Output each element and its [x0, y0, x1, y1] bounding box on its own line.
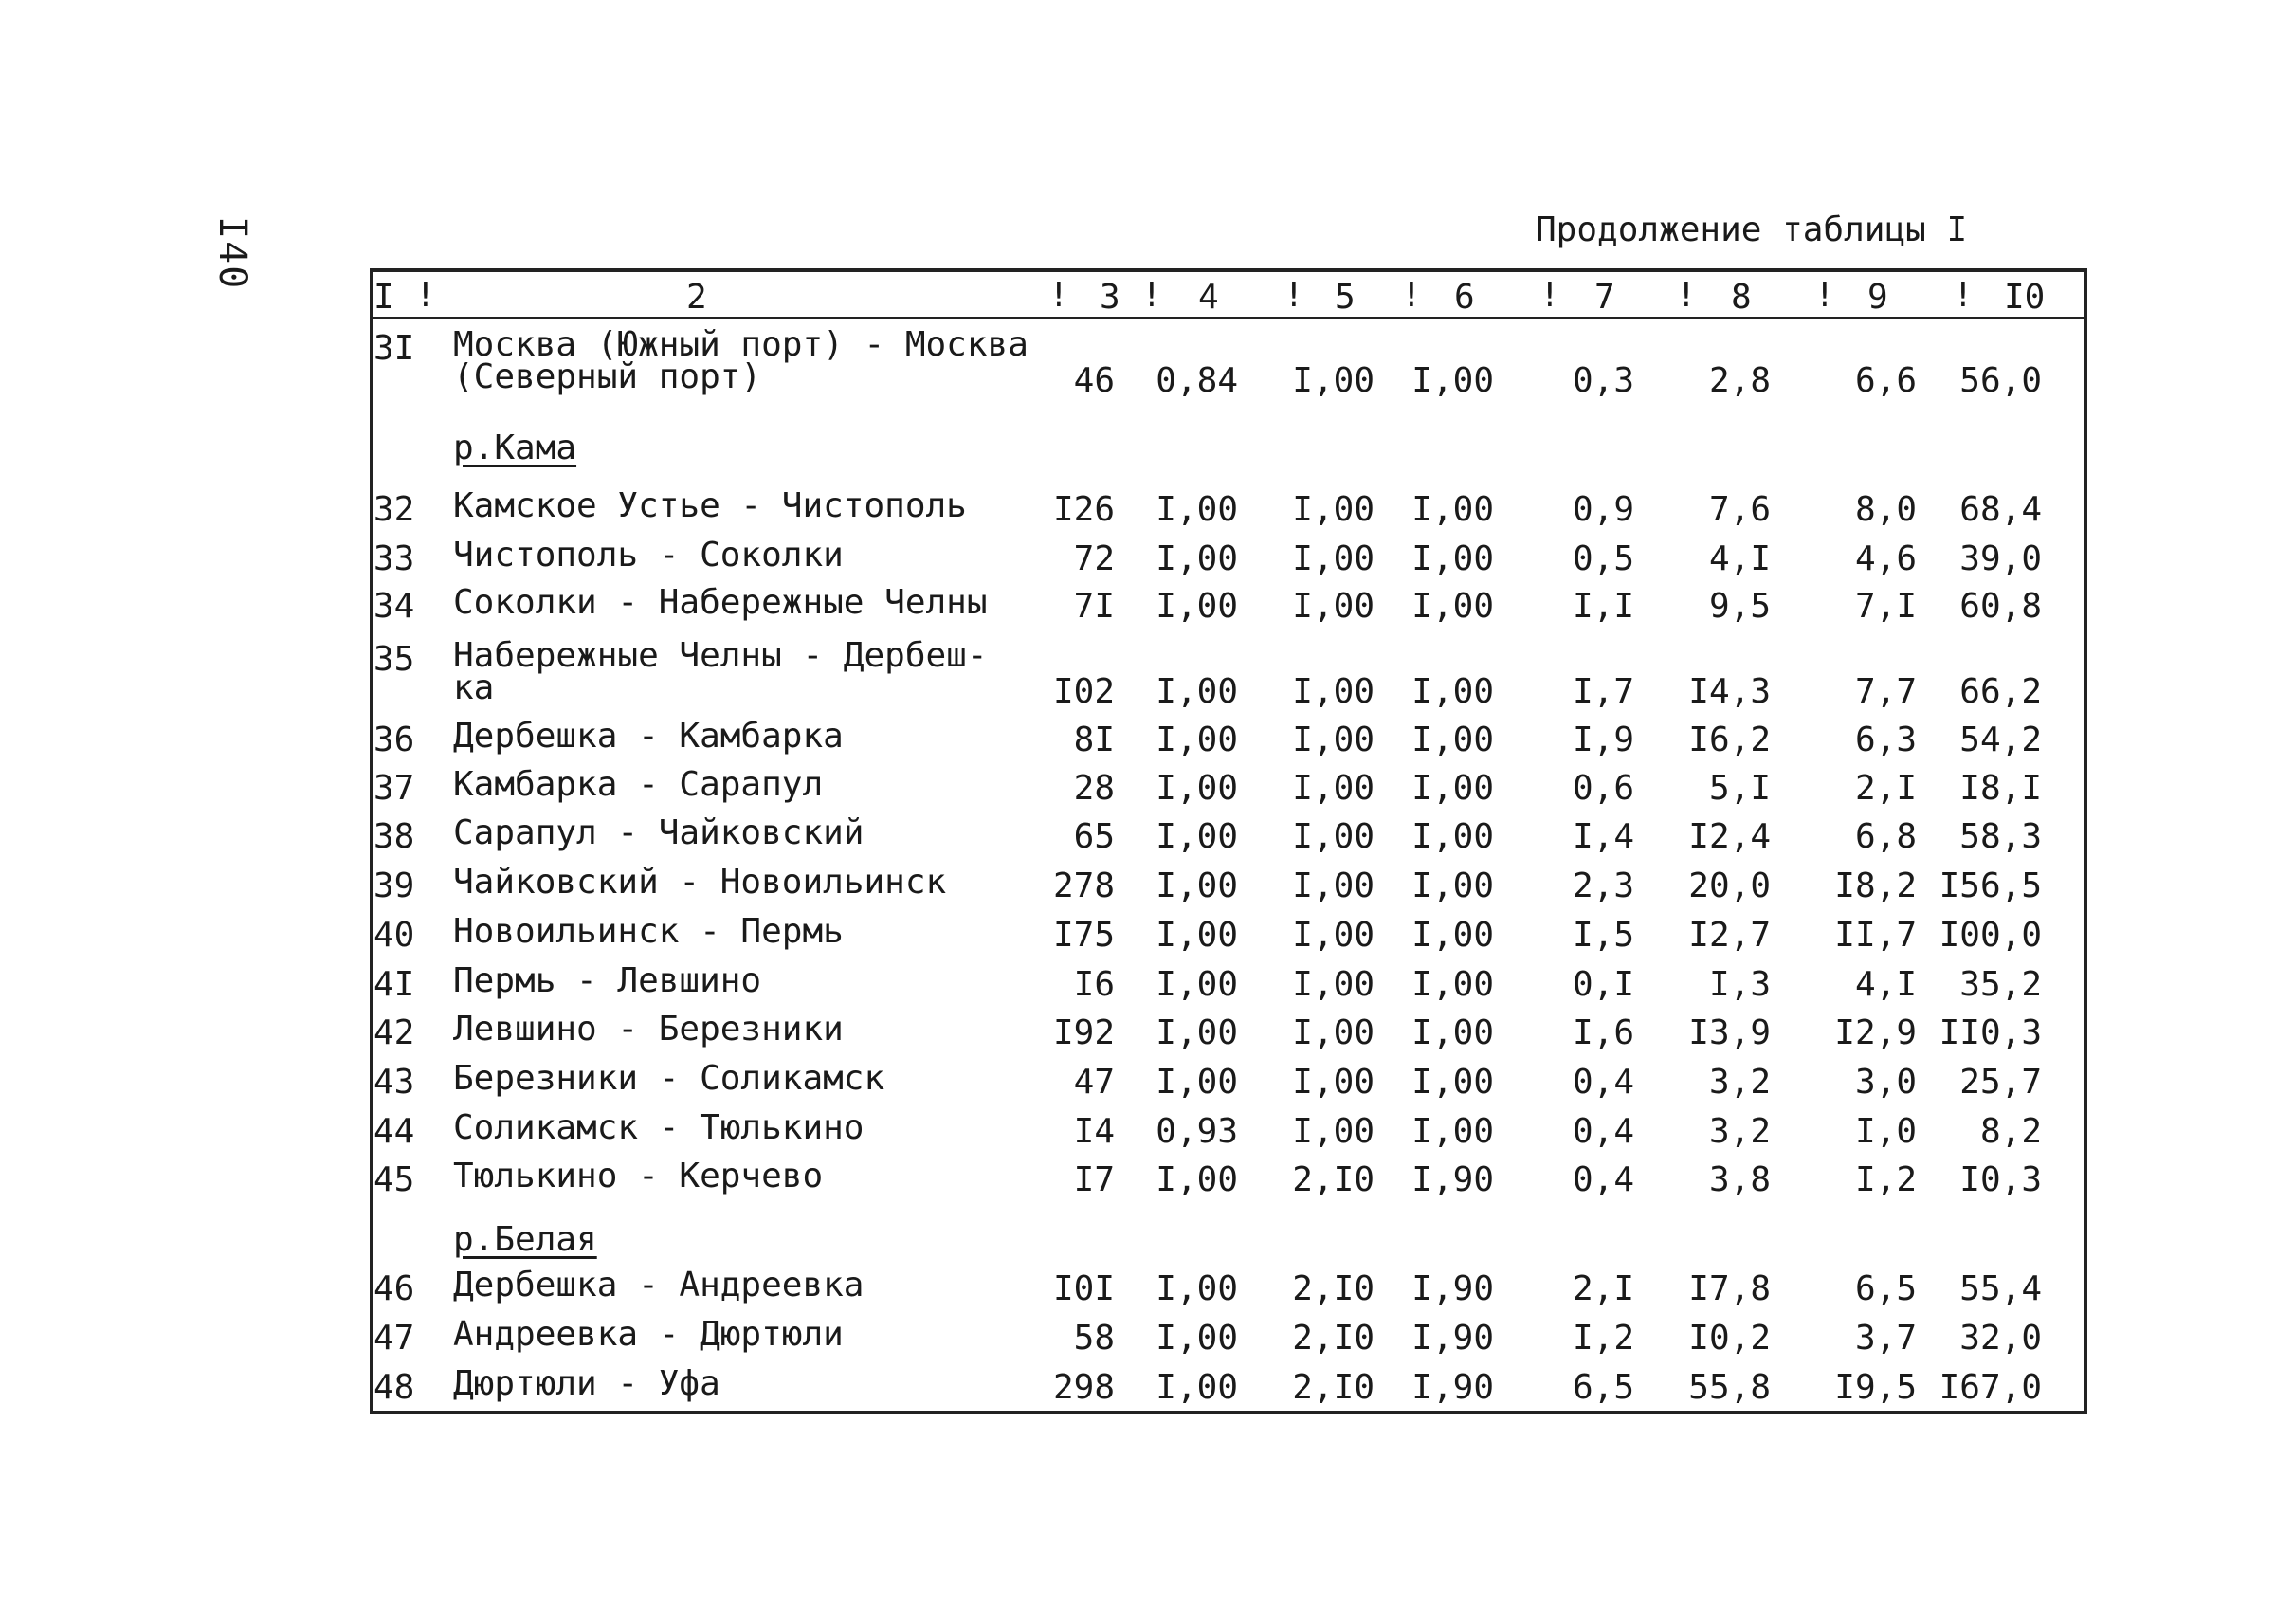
header-separator: ! — [1284, 276, 1304, 315]
header-separator: ! — [415, 276, 436, 315]
cell-col-8: I3,9 — [1688, 1013, 1771, 1052]
cell-col-10: I67,0 — [1939, 1368, 2042, 1407]
header-col-3: 3 — [1100, 278, 1120, 317]
cell-col-8: 3,2 — [1708, 1063, 1771, 1102]
cell-col-3: 47 — [1073, 1063, 1115, 1102]
cell-col-7: 0,5 — [1572, 539, 1634, 578]
route-name — [453, 813, 865, 852]
cell-col-9: 3,0 — [1854, 1063, 1917, 1102]
cell-col-10: 39,0 — [1959, 539, 2042, 578]
cell-col-8: 2,8 — [1708, 361, 1771, 400]
row-number: 40 — [373, 916, 415, 955]
route-name-line: Пермь - Левшино — [453, 961, 762, 1000]
row-number: 43 — [373, 1063, 415, 1102]
cell-col-7: 0,6 — [1572, 769, 1634, 808]
cell-col-6: I,90 — [1411, 1319, 1494, 1358]
cell-col-5: I,00 — [1292, 769, 1375, 808]
cell-col-9: I,0 — [1854, 1112, 1917, 1151]
cell-col-10: I0,3 — [1959, 1160, 2042, 1199]
route-name — [453, 1315, 844, 1354]
cell-col-5: I,00 — [1292, 965, 1375, 1004]
section-title-kama: р.Кама — [453, 429, 577, 467]
cell-col-3: 46 — [1073, 361, 1115, 400]
route-name-line: Сарапул - Чайковский — [453, 813, 865, 852]
cell-col-4: 0,93 — [1156, 1112, 1238, 1151]
route-name — [453, 1108, 865, 1147]
row-number: 3I — [373, 329, 415, 368]
cell-col-7: I,9 — [1572, 721, 1634, 759]
cell-col-7: I,I — [1572, 587, 1634, 626]
route-name-line: Москва (Южный порт) - Москва — [453, 325, 1029, 364]
route-name — [453, 536, 844, 575]
route-name-line: Левшино - Березники — [453, 1010, 844, 1049]
cell-col-5: I,00 — [1292, 1112, 1375, 1151]
header-col-8: 8 — [1731, 278, 1752, 317]
cell-col-6: I,90 — [1411, 1368, 1494, 1407]
table-caption: Продолжение таблицы I — [1536, 210, 1968, 249]
cell-col-3: 298 — [1052, 1368, 1115, 1407]
cell-col-8: I6,2 — [1688, 721, 1771, 759]
row-number: 42 — [373, 1013, 415, 1052]
cell-col-6: I,00 — [1411, 1013, 1494, 1052]
cell-col-3: I26 — [1052, 490, 1115, 529]
cell-col-8: 3,8 — [1708, 1160, 1771, 1199]
cell-col-5: I,00 — [1292, 817, 1375, 856]
cell-col-10: 68,4 — [1959, 490, 2042, 529]
cell-col-5: I,00 — [1292, 361, 1375, 400]
header-col-5: 5 — [1335, 278, 1356, 317]
cell-col-10: 54,2 — [1959, 721, 2042, 759]
route-name-line: Березники - Соликамск — [453, 1059, 885, 1098]
cell-col-10: 8,2 — [1979, 1112, 2042, 1151]
cell-col-6: I,00 — [1411, 539, 1494, 578]
cell-col-4: I,00 — [1156, 587, 1238, 626]
cell-col-7: 0,4 — [1572, 1063, 1634, 1102]
route-name — [453, 583, 988, 622]
route-name-line: (Северный порт) — [453, 357, 762, 396]
cell-col-3: 8I — [1073, 721, 1115, 759]
cell-col-5: 2,I0 — [1292, 1160, 1375, 1199]
cell-col-7: 2,3 — [1572, 867, 1634, 905]
header-col-7: 7 — [1594, 278, 1615, 317]
cell-col-4: I,00 — [1156, 672, 1238, 711]
header-separator: ! — [1676, 276, 1697, 315]
cell-col-6: I,00 — [1411, 916, 1494, 955]
route-name-line: ка — [453, 668, 495, 707]
cell-col-4: I,00 — [1156, 1319, 1238, 1358]
route-name-line: Чайковский - Новоильинск — [453, 863, 947, 902]
cell-col-9: 4,6 — [1854, 539, 1917, 578]
cell-col-10: 32,0 — [1959, 1319, 2042, 1358]
cell-col-10: 35,2 — [1959, 965, 2042, 1004]
route-name — [453, 1010, 844, 1049]
route-name-line: Соликамск - Тюлькино — [453, 1108, 865, 1147]
cell-col-3: 278 — [1052, 867, 1115, 905]
route-name — [453, 863, 947, 902]
header-separator: ! — [1048, 276, 1069, 315]
row-number: 45 — [373, 1160, 415, 1199]
row-number: 38 — [373, 817, 415, 856]
header-separator: ! — [1539, 276, 1560, 315]
cell-col-3: 65 — [1073, 817, 1115, 856]
cell-col-8: 3,2 — [1708, 1112, 1771, 1151]
cell-col-6: I,90 — [1411, 1160, 1494, 1199]
cell-col-7: 0,I — [1572, 965, 1634, 1004]
cell-col-5: 2,I0 — [1292, 1368, 1375, 1407]
header-col-9: 9 — [1867, 278, 1888, 317]
cell-col-5: I,00 — [1292, 721, 1375, 759]
cell-col-9: I2,9 — [1834, 1013, 1917, 1052]
cell-col-4: I,00 — [1156, 1269, 1238, 1308]
cell-col-7: 0,4 — [1572, 1112, 1634, 1151]
route-name-line: Камбарка - Сарапул — [453, 765, 824, 804]
cell-col-10: II0,3 — [1939, 1013, 2042, 1052]
cell-col-7: I,7 — [1572, 672, 1634, 711]
cell-col-3: I6 — [1073, 965, 1115, 1004]
row-number: 47 — [373, 1319, 415, 1358]
cell-col-3: I92 — [1052, 1013, 1115, 1052]
cell-col-6: I,00 — [1411, 672, 1494, 711]
cell-col-7: 6,5 — [1572, 1368, 1634, 1407]
cell-col-3: I0I — [1052, 1269, 1115, 1308]
route-name — [453, 1157, 824, 1195]
cell-col-5: I,00 — [1292, 587, 1375, 626]
cell-col-5: I,00 — [1292, 916, 1375, 955]
cell-col-6: I,00 — [1411, 361, 1494, 400]
route-name-line: Чистополь - Соколки — [453, 536, 844, 575]
header-col-10: I0 — [2004, 278, 2046, 317]
header-separator: ! — [1141, 276, 1162, 315]
cell-col-6: I,00 — [1411, 817, 1494, 856]
cell-col-9: I,2 — [1854, 1160, 1917, 1199]
cell-col-6: I,00 — [1411, 490, 1494, 529]
header-separator: ! — [1953, 276, 1974, 315]
cell-col-10: I00,0 — [1939, 916, 2042, 955]
cell-col-4: I,00 — [1156, 817, 1238, 856]
page-number: I40 — [210, 216, 254, 291]
table-header — [373, 272, 2084, 319]
header-col-2: 2 — [686, 278, 707, 317]
cell-col-10: 60,8 — [1959, 587, 2042, 626]
cell-col-4: I,00 — [1156, 1013, 1238, 1052]
cell-col-10: I8,I — [1959, 769, 2042, 808]
route-name — [453, 636, 988, 707]
cell-col-10: 55,4 — [1959, 1269, 2042, 1308]
cell-col-9: 8,0 — [1854, 490, 1917, 529]
route-name-line: Камское Устье - Чистополь — [453, 486, 967, 525]
route-name-line: Тюлькино - Керчево — [453, 1157, 824, 1195]
cell-col-3: 72 — [1073, 539, 1115, 578]
cell-col-7: 0,9 — [1572, 490, 1634, 529]
cell-col-10: I56,5 — [1939, 867, 2042, 905]
row-number: 48 — [373, 1368, 415, 1407]
cell-col-4: I,00 — [1156, 769, 1238, 808]
cell-col-9: 7,7 — [1854, 672, 1917, 711]
cell-col-8: I,3 — [1708, 965, 1771, 1004]
route-name — [453, 961, 762, 1000]
row-number: 39 — [373, 867, 415, 905]
cell-col-6: I,00 — [1411, 1112, 1494, 1151]
cell-col-9: 6,5 — [1854, 1269, 1917, 1308]
cell-col-7: I,5 — [1572, 916, 1634, 955]
cell-col-9: I8,2 — [1834, 867, 1917, 905]
row-number: 4I — [373, 965, 415, 1004]
cell-col-9: 6,3 — [1854, 721, 1917, 759]
row-number: 35 — [373, 640, 415, 679]
cell-col-8: I2,7 — [1688, 916, 1771, 955]
cell-col-9: 2,I — [1854, 769, 1917, 808]
section-title-belaya: р.Белая — [453, 1220, 597, 1259]
cell-col-7: 0,3 — [1572, 361, 1634, 400]
cell-col-8: 7,6 — [1708, 490, 1771, 529]
cell-col-3: I7 — [1073, 1160, 1115, 1199]
cell-col-7: 2,I — [1572, 1269, 1634, 1308]
cell-col-7: I,2 — [1572, 1319, 1634, 1358]
route-name-line: Соколки - Набережные Челны — [453, 583, 988, 622]
cell-col-6: I,00 — [1411, 769, 1494, 808]
cell-col-6: I,00 — [1411, 721, 1494, 759]
cell-col-8: 9,5 — [1708, 587, 1771, 626]
route-name-line: Андреевка - Дюртюли — [453, 1315, 844, 1354]
cell-col-6: I,00 — [1411, 587, 1494, 626]
route-name-line: Дербешка - Андреевка — [453, 1266, 865, 1305]
data-table — [370, 268, 2087, 1414]
cell-col-9: I9,5 — [1834, 1368, 1917, 1407]
cell-col-4: 0,84 — [1156, 361, 1238, 400]
cell-col-9: 4,I — [1854, 965, 1917, 1004]
cell-col-10: 66,2 — [1959, 672, 2042, 711]
route-name-line: Дюртюли - Уфа — [453, 1364, 720, 1403]
cell-col-8: 4,I — [1708, 539, 1771, 578]
route-name — [453, 912, 844, 951]
cell-col-8: 55,8 — [1688, 1368, 1771, 1407]
cell-col-4: I,00 — [1156, 1368, 1238, 1407]
cell-col-5: I,00 — [1292, 1063, 1375, 1102]
cell-col-9: II,7 — [1834, 916, 1917, 955]
cell-col-8: I7,8 — [1688, 1269, 1771, 1308]
cell-col-3: I4 — [1073, 1112, 1115, 1151]
route-name — [453, 765, 824, 804]
header-col-4: 4 — [1198, 278, 1219, 317]
cell-col-8: I0,2 — [1688, 1319, 1771, 1358]
cell-col-10: 58,3 — [1959, 817, 2042, 856]
cell-col-6: I,00 — [1411, 867, 1494, 905]
cell-col-4: I,00 — [1156, 721, 1238, 759]
cell-col-9: 7,I — [1854, 587, 1917, 626]
cell-col-8: 20,0 — [1688, 867, 1771, 905]
route-name — [453, 717, 844, 756]
cell-col-3: I02 — [1052, 672, 1115, 711]
cell-col-4: I,00 — [1156, 539, 1238, 578]
row-number: 44 — [373, 1112, 415, 1151]
row-number: 34 — [373, 587, 415, 626]
row-number: 32 — [373, 490, 415, 529]
cell-col-7: I,6 — [1572, 1013, 1634, 1052]
cell-col-4: I,00 — [1156, 490, 1238, 529]
cell-col-4: I,00 — [1156, 1160, 1238, 1199]
cell-col-9: 6,6 — [1854, 361, 1917, 400]
row-number: 36 — [373, 721, 415, 759]
header-separator: ! — [1401, 276, 1422, 315]
cell-col-5: 2,I0 — [1292, 1319, 1375, 1358]
row-number: 33 — [373, 539, 415, 578]
header-col-6: 6 — [1454, 278, 1475, 317]
cell-col-8: I2,4 — [1688, 817, 1771, 856]
cell-col-8: 5,I — [1708, 769, 1771, 808]
route-name — [453, 1266, 865, 1305]
cell-col-5: I,00 — [1292, 539, 1375, 578]
cell-col-4: I,00 — [1156, 867, 1238, 905]
route-name — [453, 1059, 885, 1098]
route-name — [453, 486, 967, 525]
route-name-line: Новоильинск - Пермь — [453, 912, 844, 951]
cell-col-7: I,4 — [1572, 817, 1634, 856]
cell-col-9: 3,7 — [1854, 1319, 1917, 1358]
cell-col-6: I,00 — [1411, 965, 1494, 1004]
route-name-line: Дербешка - Камбарка — [453, 717, 844, 756]
cell-col-5: I,00 — [1292, 1013, 1375, 1052]
cell-col-10: 25,7 — [1959, 1063, 2042, 1102]
cell-col-5: I,00 — [1292, 867, 1375, 905]
cell-col-10: 56,0 — [1959, 361, 2042, 400]
cell-col-3: 7I — [1073, 587, 1115, 626]
cell-col-3: 58 — [1073, 1319, 1115, 1358]
cell-col-5: 2,I0 — [1292, 1269, 1375, 1308]
cell-col-6: I,00 — [1411, 1063, 1494, 1102]
cell-col-5: I,00 — [1292, 672, 1375, 711]
cell-col-6: I,90 — [1411, 1269, 1494, 1308]
route-name — [453, 1364, 720, 1403]
cell-col-8: I4,3 — [1688, 672, 1771, 711]
cell-col-4: I,00 — [1156, 1063, 1238, 1102]
row-number: 46 — [373, 1269, 415, 1308]
route-name — [453, 325, 1029, 396]
header-col-1: I — [373, 278, 394, 317]
cell-col-4: I,00 — [1156, 965, 1238, 1004]
cell-col-3: 28 — [1073, 769, 1115, 808]
header-separator: ! — [1814, 276, 1835, 315]
cell-col-3: I75 — [1052, 916, 1115, 955]
cell-col-5: I,00 — [1292, 490, 1375, 529]
cell-col-7: 0,4 — [1572, 1160, 1634, 1199]
cell-col-4: I,00 — [1156, 916, 1238, 955]
row-number: 37 — [373, 769, 415, 808]
route-name-line: Набережные Челны - Дербеш- — [453, 636, 988, 675]
cell-col-9: 6,8 — [1854, 817, 1917, 856]
